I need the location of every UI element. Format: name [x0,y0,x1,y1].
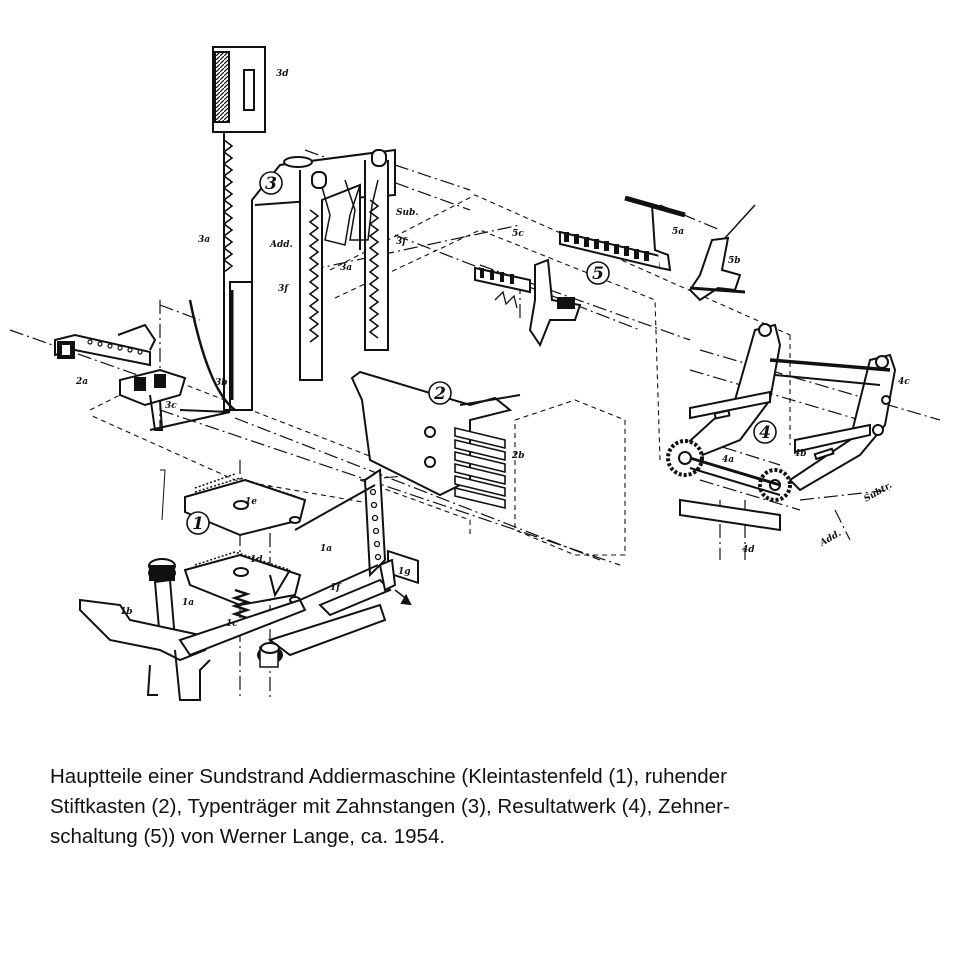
part-label: 4a [722,455,735,465]
group-number-label: 2 [434,384,446,404]
part-labels [75,69,910,629]
caption-line: Hauptteile einer Sundstrand Addiermaschine (Kleintastenfeld (1), ruhender [50,765,727,788]
group-number-label: 1 [192,514,204,534]
group-number-3 [260,172,282,194]
part-label: 1c [226,619,238,629]
part-label: 3c [165,401,177,411]
part-label: 4c [898,377,910,387]
part-label: 3d [276,69,289,79]
part-label: Sub. [396,208,419,218]
part-label: 3f [396,237,407,247]
part-label: 5a [672,227,685,237]
group-number-label: 4 [759,423,771,443]
part-label: 2a [76,377,89,387]
part-label: Add. [818,528,844,549]
result-mechanism [668,324,895,530]
part-label: 4d [742,545,755,555]
group-number-label: 3 [265,174,277,194]
part-label: 3a [198,235,211,245]
part-label: 3f [278,284,289,294]
part-label: 1f [330,583,341,593]
part-label: 3a [340,263,353,273]
part-label: 1a [182,598,195,608]
key-bar-2a [55,325,185,430]
group-number-label: 5 [592,264,604,284]
caption-line: Stiftkasten (2), Typenträger mit Zahnstangen (3), Resultatwerk (4), Zehner- [50,795,730,818]
group-number-2 [429,382,451,404]
group-numbers [187,172,776,534]
part-label: Subtr. [862,480,894,505]
group-number-4 [754,421,776,443]
part-label: 1a [320,544,333,554]
tens-carry-mechanism [475,198,755,345]
part-label: 1d [250,555,263,565]
group-number-5 [587,262,609,284]
part-label: 5b [728,256,741,266]
part-label: 2b [512,451,525,461]
part-label: 1g [398,567,411,577]
part-label: 3b [215,378,228,388]
part-label: Add. [270,240,293,250]
group-number-1 [187,512,209,534]
caption-line: schaltung (5)) von Werner Lange, ca. 1954. [50,825,446,848]
part-label: 4b [794,449,807,459]
part-label: 1e [245,497,257,507]
part-label: 5c [512,229,524,239]
figure-caption [50,762,910,852]
part-label: 1b [120,607,133,617]
